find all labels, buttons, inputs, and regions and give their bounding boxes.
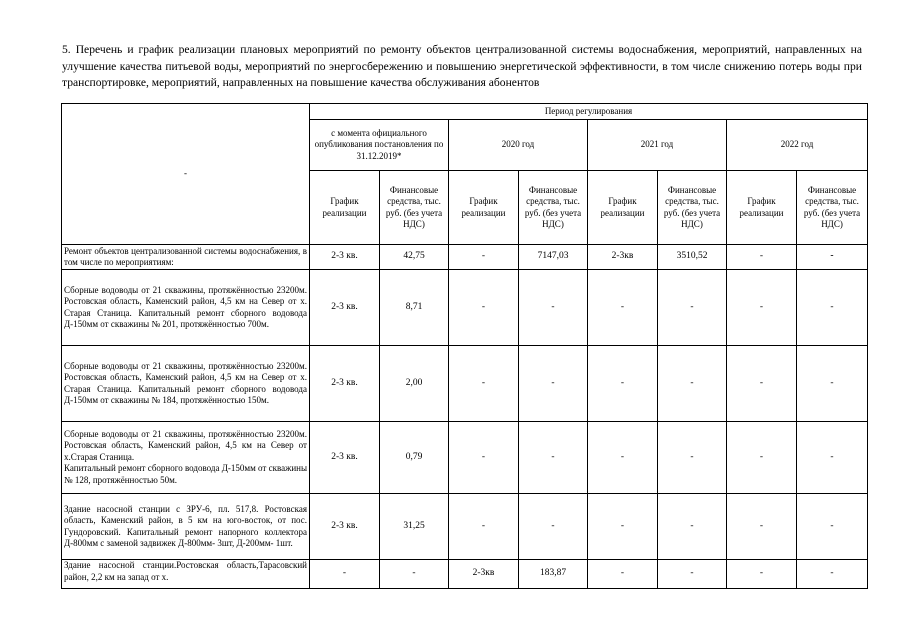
cell: 2-3 кв.: [310, 245, 380, 270]
cell: 2-3 кв.: [310, 270, 380, 346]
cell: -: [658, 560, 727, 589]
period-col-initial: с момента официального опубликования постановления по 31.12.2019*: [310, 120, 449, 171]
cell: -: [449, 422, 519, 494]
table-row: [62, 494, 868, 560]
subheader-finance: Финансовые средства, тыс. руб. (без учета НДС): [519, 171, 588, 245]
cell: 8,71: [380, 270, 449, 346]
row-description: [62, 422, 310, 494]
cell: 2-3 кв.: [310, 494, 380, 560]
table-row: [62, 422, 868, 494]
table-row: [62, 560, 868, 589]
cell: -: [310, 560, 380, 589]
cell: -: [797, 422, 868, 494]
cell: -: [797, 245, 868, 270]
cell: -: [727, 270, 797, 346]
row-description: Здание насосной станции.Ростовская область,Тарасовский район, 2,2 км на запад от х.: [62, 560, 310, 589]
corner-cell: -: [62, 104, 310, 245]
cell: -: [588, 270, 658, 346]
period-col-2022: 2022 год: [727, 120, 868, 171]
cell: 31,25: [380, 494, 449, 560]
cell: -: [588, 560, 658, 589]
cell: -: [797, 560, 868, 589]
cell: -: [449, 494, 519, 560]
row-description: Сборные водоводы от 21 скважины, протяжённостью 23200м. Ростовская область, Каменский район, 4,5 км на Север от х. Старая Станица. Капитальный ремонт сборного водовода Д-150мм от скважины № 184, протяжённостью 150м.: [62, 346, 310, 422]
section-heading: 5. Перечень и график реализации плановых мероприятий по ремонту объектов централизованной системы водоснабжения, мероприятий, направленных на улучшение качества питьевой воды, мероприятий по энергосбережению и повышению энергетической эффективности, в том числе снижению потерь воды при транспортировке, мероприятий, направленных на повышение качества обслуживания абонентов: [62, 43, 862, 89]
row-description: Здание насосной станции с ЗРУ-6, пл. 517,8. Ростовская область, Каменский район, в 5 км на юго-восток, от пос. Гундоровский. Капитальный ремонт напорного коллектора Д-800мм с заменой задвижек Д-800мм- 3шт, Д-200мм- 1шт.: [62, 494, 310, 560]
subheader-schedule: График реализации: [449, 171, 519, 245]
period-col-2020: 2020 год: [449, 120, 588, 171]
cell: -: [588, 422, 658, 494]
cell: -: [797, 346, 868, 422]
cell: 3510,52: [658, 245, 727, 270]
row-description-part: Капитальный ремонт сборного водовода Д-150мм от скважины № 128, протяжённостью 50м.: [64, 463, 307, 485]
plan-table: [61, 103, 868, 589]
cell: -: [588, 494, 658, 560]
cell: -: [519, 494, 588, 560]
cell: -: [519, 346, 588, 422]
cell: -: [727, 245, 797, 270]
period-header: Период регулирования: [310, 104, 868, 120]
cell: -: [519, 270, 588, 346]
subheader-finance: Финансовые средства, тыс. руб. (без учета НДС): [380, 171, 449, 245]
cell: -: [658, 422, 727, 494]
cell: -: [797, 494, 868, 560]
cell: -: [449, 245, 519, 270]
table-row: [62, 270, 868, 346]
cell: 2-3 кв.: [310, 422, 380, 494]
row-description-part: Сборные водоводы от 21 скважины, протяжённостью 23200м. Ростовская область, Каменский район, 4,5 км на Север от х.Старая Станица.: [64, 428, 307, 462]
cell: 0,79: [380, 422, 449, 494]
cell: -: [658, 494, 727, 560]
subheader-schedule: График реализации: [588, 171, 658, 245]
row-description: Ремонт объектов централизованной системы водоснабжения, в том числе по мероприятиям:: [62, 245, 310, 270]
cell: 2-3 кв.: [310, 346, 380, 422]
cell: 183,87: [519, 560, 588, 589]
cell: 2-3кв: [449, 560, 519, 589]
cell: -: [727, 422, 797, 494]
cell: 2-3кв: [588, 245, 658, 270]
cell: -: [658, 270, 727, 346]
table-row: [62, 346, 868, 422]
cell: -: [727, 560, 797, 589]
cell: -: [727, 494, 797, 560]
row-description: Сборные водоводы от 21 скважины, протяжённостью 23200м. Ростовская область, Каменский район, 4,5 км на Север от х. Старая Станица. Капитальный ремонт сборного водовода Д-150мм от скважины № 201, протяжённостью 700м.: [62, 270, 310, 346]
cell: 42,75: [380, 245, 449, 270]
cell: -: [449, 270, 519, 346]
subheader-finance: Финансовые средства, тыс. руб. (без учета НДС): [658, 171, 727, 245]
cell: 7147,03: [519, 245, 588, 270]
cell: -: [380, 560, 449, 589]
table-row: [62, 245, 868, 270]
cell: -: [519, 422, 588, 494]
cell: -: [658, 346, 727, 422]
cell: -: [588, 346, 658, 422]
cell: 2,00: [380, 346, 449, 422]
period-col-2021: 2021 год: [588, 120, 727, 171]
cell: -: [449, 346, 519, 422]
subheader-schedule: График реализации: [310, 171, 380, 245]
subheader-finance: Финансовые средства, тыс. руб. (без учета НДС): [797, 171, 868, 245]
cell: -: [727, 346, 797, 422]
subheader-schedule: График реализации: [727, 171, 797, 245]
cell: -: [797, 270, 868, 346]
